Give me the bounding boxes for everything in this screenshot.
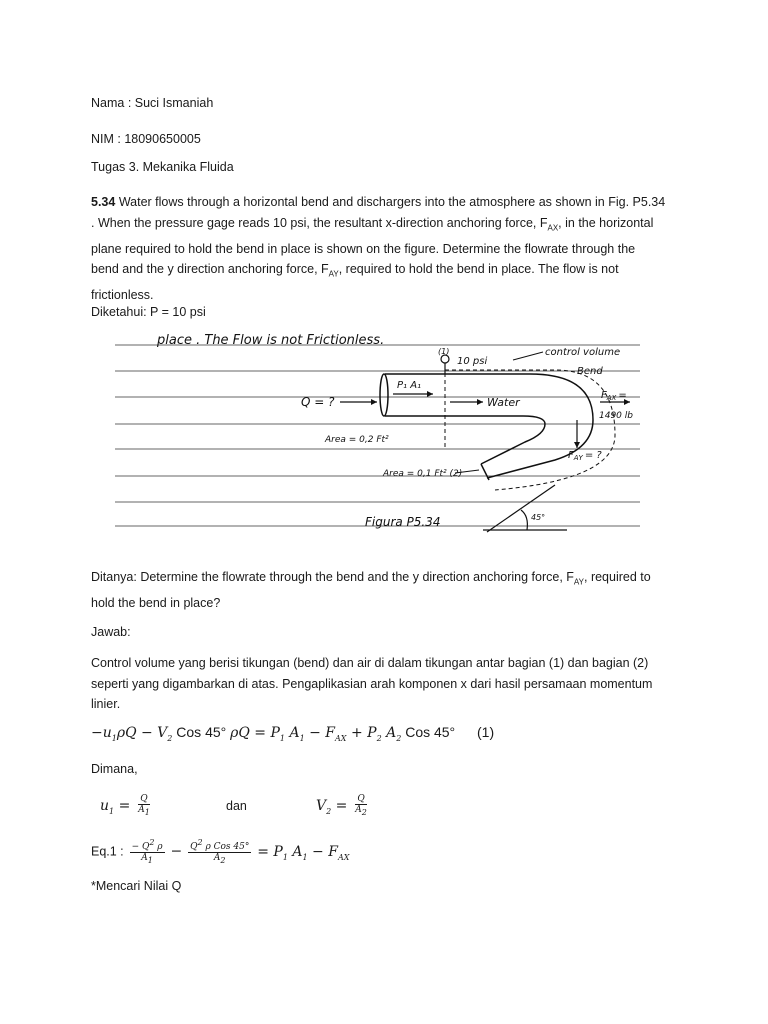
eq1-substituted: Eq.1 : $\frac{- Q^2 \rho}{A_1}$ − $\frac{Q^2 \rho Cos 45^\circ}{A_2}$ = $P_1$ $A_1 - F_{AX}$ [91, 838, 350, 865]
bend-label: Bend [577, 366, 603, 377]
area-2-label: Area = 0,1 Ft² (2) [383, 469, 463, 479]
bend-figure [115, 330, 640, 540]
mencari-nilai-q: *Mencari Nilai Q [91, 879, 182, 893]
figure-header-text: place . The Flow is not Frictionless. [157, 333, 385, 348]
fax-label: $F_{AX}$ = [601, 390, 627, 402]
student-nim: NIM : 18090650005 [91, 132, 201, 146]
equation-number: (1) [477, 724, 495, 740]
flowrate-unknown: Q = ? [301, 395, 335, 409]
pressure-force-label: P₁ A₁ [397, 380, 422, 391]
problem-line-5: frictionless. [91, 288, 154, 302]
problem-line-1: 5.34 Water flows through a horizontal bend and dischargers into the atmosphere as shown in Fig. P5.34 [91, 195, 666, 209]
cv-arrow [513, 352, 543, 360]
assignment-title: Tugas 3. Mekanika Fluida [91, 160, 234, 174]
section-1-label: (1) [438, 347, 450, 356]
fay-label: $F_{AY}$ = ? [568, 450, 602, 462]
diketahui: Diketahui: P = 10 psi [91, 305, 206, 319]
control-volume-outline [445, 370, 615, 490]
angle-label: 45° [531, 513, 546, 522]
v2-definition: $V_2$ = $\frac{Q}{A_2}$ [316, 794, 367, 817]
area-1-label: Area = 0,2 Ft² [325, 435, 389, 445]
problem-line-3: plane required to hold the bend in place is shown on the figure. Determine the flowrate through the [91, 241, 636, 256]
ditanya: Ditanya: Determine the flowrate through the bend and the y direction anchoring force, $F_{AY}$, required to hold the bend in place? [91, 570, 651, 610]
jawab: Jawab: [91, 625, 131, 639]
angle-indicator [483, 485, 567, 532]
gauge-reading: 10 psi [457, 356, 488, 367]
momentum-equation: $-u_1\rho Q - V_2$ Cos 45° $\rho Q = P_1$ $A_1 - F_{AX} + P_2$ $A_2$ Cos 45° [91, 724, 456, 743]
problem-number: 5.34 [91, 195, 116, 209]
body-paragraph: Control volume yang berisi tikungan (bend) dan air di dalam tikungan antar bagian (1) dan bagian (2) seperti yang digambarkan di atas. Pengaplikasian arah komponen x dari hasil persamaan momentum linier. [91, 656, 653, 711]
u1-definition: $u_1$ = $\frac{Q}{A_1}$ [100, 794, 150, 817]
problem-line-2: . When the pressure gage reads 10 psi, the resultant x-direction anchoring force, $F_{AX}$, in the horizontal [91, 215, 654, 232]
figure-caption: Figura P5.34 [365, 515, 441, 529]
dan: dan [226, 799, 247, 813]
water-label: Water [487, 396, 520, 409]
student-name: Nama : Suci Ismaniah [91, 96, 214, 110]
dimana: Dimana, [91, 762, 138, 776]
control-volume-label: control volume [545, 347, 621, 358]
problem-statement [91, 192, 666, 306]
fax-value: 1490 lb [599, 411, 633, 421]
problem-line-4: bend and the y direction anchoring force, $F_{AY}$, required to hold the bend in place. The flow is not [91, 262, 619, 279]
